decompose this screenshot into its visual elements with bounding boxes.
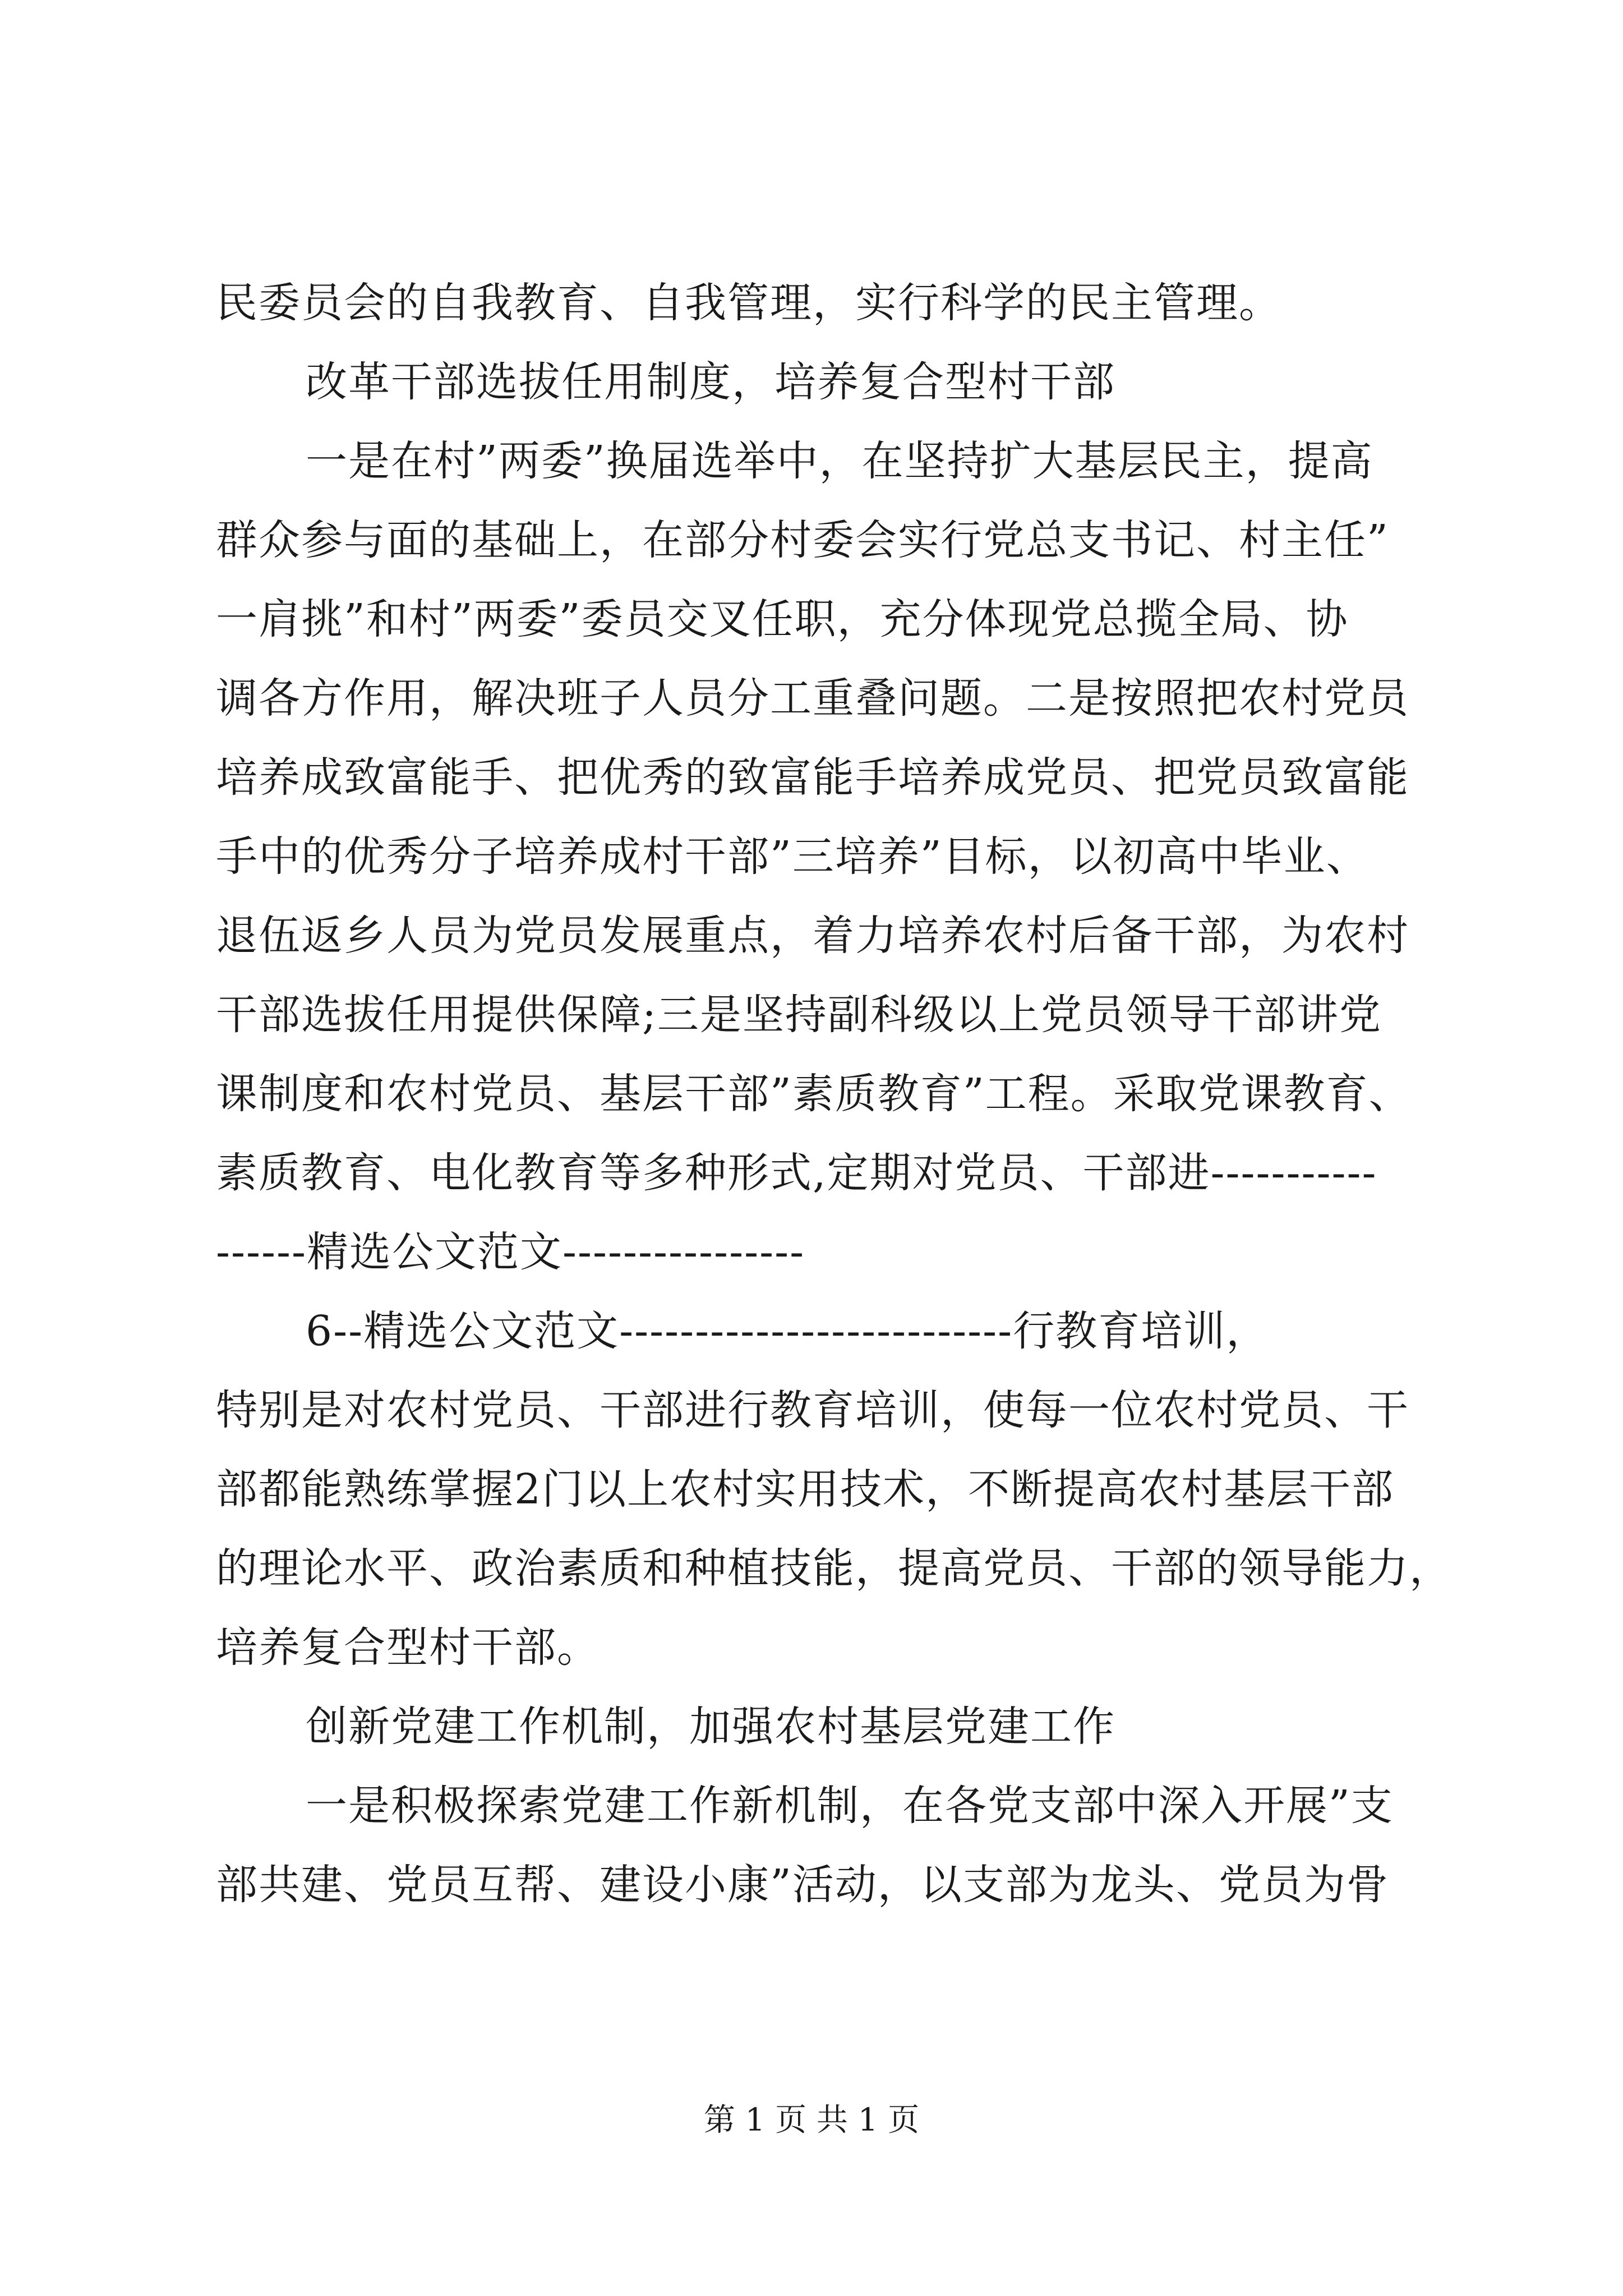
paragraph-line: 退伍返乡人员为党员发展重点，着力培养农村后备干部，为农村 [216, 912, 1409, 960]
document-body [216, 264, 1452, 1925]
paragraph-line: 部都能熟练掌握2门以上农村实用技术，不断提高农村基层干部 [216, 1465, 1395, 1513]
paragraph-line: 一肩挑”和村”两委”委员交叉任职，充分体现党总揽全局、协 [216, 595, 1349, 643]
paragraph-line: 一是在村”两委”换届选举中，在坚持扩大基层民主，提高 [306, 437, 1373, 485]
paragraph-line: 特别是对农村党员、干部进行教育培训，使每一位农村党员、干 [216, 1386, 1409, 1434]
section-heading: 改革干部选拔任用制度，培养复合型村干部 [306, 358, 1115, 406]
paragraph-line: 的理论水平、政治素质和种植技能，提高党员、干部的领导能力， [216, 1544, 1452, 1593]
paragraph-line: 群众参与面的基础上，在部分村委会实行党总支书记、村主任” [216, 516, 1389, 564]
paragraph-line: 素质教育、电化教育等多种形式,定期对党员、干部进----------- [216, 1149, 1377, 1197]
paragraph-line: 课制度和农村党员、基层干部”素质教育”工程。采取党课教育、 [216, 1070, 1412, 1118]
paragraph-line: 手中的优秀分子培养成村干部”三培养”目标，以初高中毕业、 [216, 832, 1369, 881]
paragraph-line: ------精选公文范文---------------- [216, 1228, 805, 1276]
paragraph-line: 干部选拔任用提供保障;三是坚持副科级以上党员领导干部讲党 [216, 991, 1382, 1039]
paragraph-line: 培养成致富能手、把优秀的致富能手培养成党员、把党员致富能 [216, 753, 1409, 802]
paragraph-line: 部共建、党员互帮、建设小康”活动，以支部为龙头、党员为骨 [216, 1861, 1389, 1909]
section-heading: 创新党建工作机制，加强农村基层党建工作 [306, 1703, 1115, 1751]
page-footer: 第 1 页 共 1 页 [703, 2102, 920, 2138]
paragraph-line: 6--精选公文范文--------------------------行教育培训， [306, 1307, 1269, 1355]
paragraph-line: 一是积极探索党建工作新机制，在各党支部中深入开展”支 [306, 1782, 1394, 1830]
paragraph-line: 调各方作用，解决班子人员分工重叠问题。二是按照把农村党员 [216, 674, 1409, 723]
paragraph-line: 培养复合型村干部。 [216, 1623, 600, 1672]
paragraph-line: 民委员会的自我教育、自我管理，实行科学的民主管理。 [216, 279, 1281, 327]
